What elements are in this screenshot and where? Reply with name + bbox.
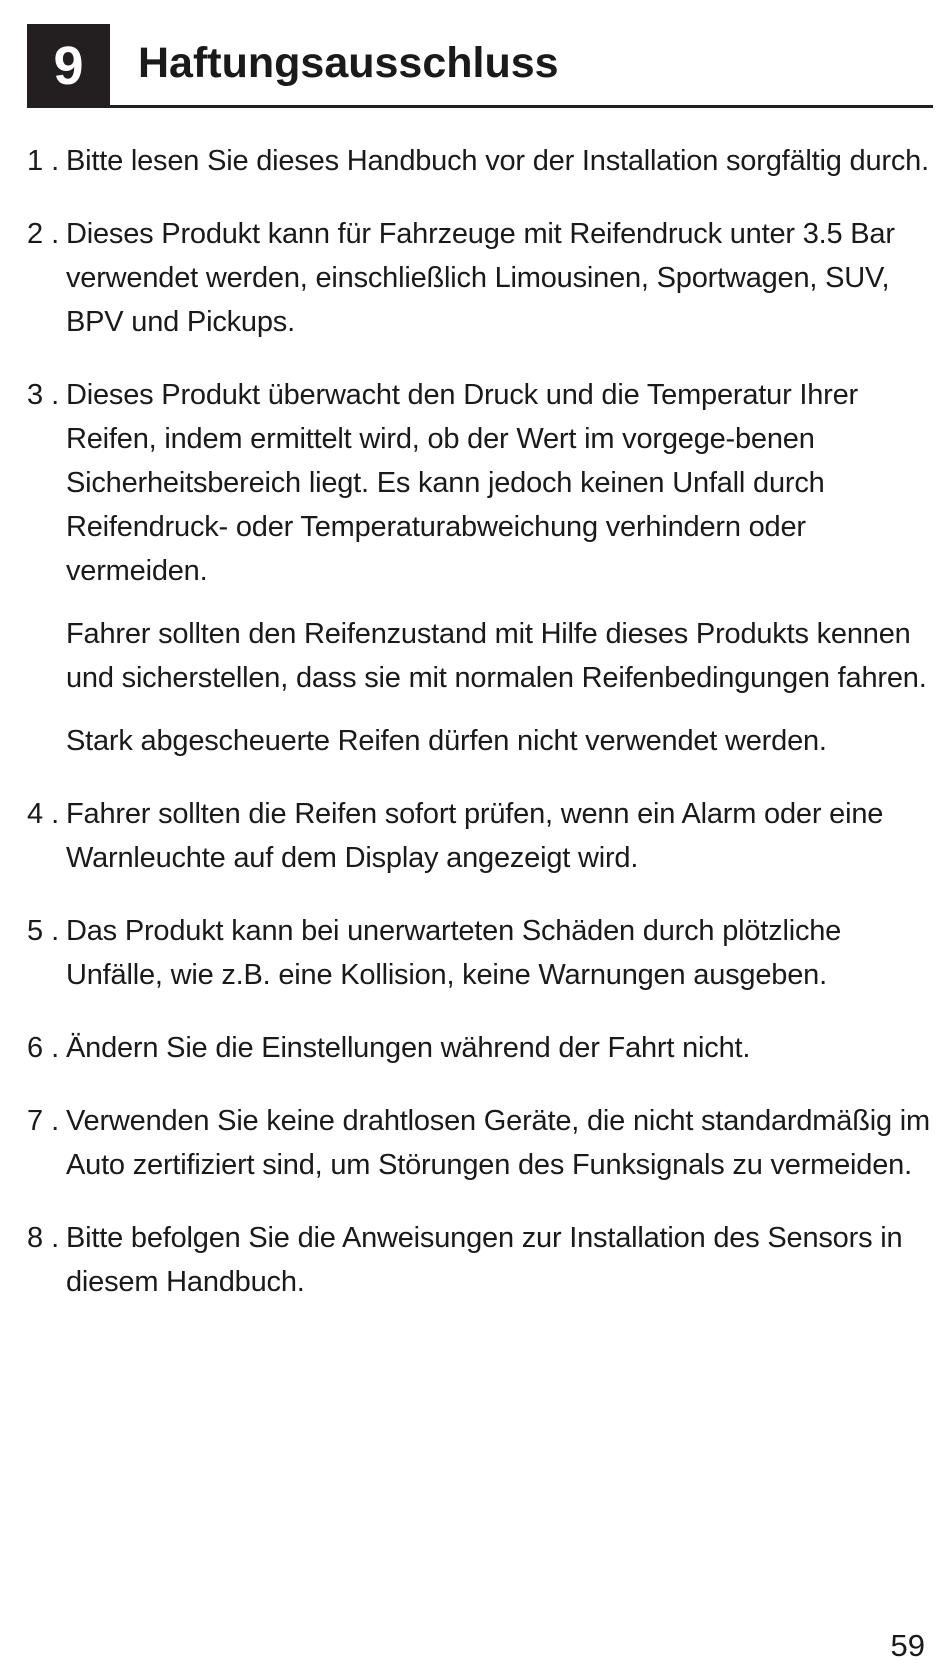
list-item-text: Fahrer sollten den Reifenzustand mit Hilfe dieses Produkts kennen und sicherstellen, dass sie mit normalen Reifenbedingungen fahren.: [66, 618, 927, 694]
list-item-text: Verwenden Sie keine drahtlosen Geräte, die nicht standardmäßig im Auto zertifiziert sind, um Störungen des Funksignals zu vermeiden.: [66, 1105, 930, 1181]
page-number: 59: [890, 1628, 925, 1663]
list-item: [27, 1099, 937, 1187]
list-item-text: Das Produkt kann bei unerwarteten Schäden durch plötzliche Unfälle, wie z.B. eine Kollision, keine Warnungen ausgeben.: [66, 915, 842, 991]
chapter-number-badge: 9: [27, 24, 110, 108]
list-item-number: 4 .: [27, 798, 60, 830]
list-item: [27, 212, 937, 344]
list-item: [27, 373, 937, 763]
list-item: [27, 1216, 937, 1304]
header-divider: [110, 105, 933, 108]
disclaimer-list: [27, 139, 937, 1333]
list-item-number: 2 .: [27, 218, 60, 250]
list-item-text: Dieses Produkt kann für Fahrzeuge mit Reifendruck unter 3.5 Bar verwendet werden, einschließlich Limousinen, Sportwagen, SUV, BPV und Pickups.: [66, 218, 895, 338]
list-item-number: 1 .: [27, 145, 60, 177]
list-item-text: Bitte lesen Sie dieses Handbuch vor der Installation sorgfältig durch.: [66, 145, 929, 177]
list-item: [27, 1026, 937, 1070]
list-item-number: 5 .: [27, 915, 60, 947]
page-title: Haftungsausschluss: [138, 39, 559, 87]
list-item-number: 7 .: [27, 1105, 60, 1137]
list-item: [27, 792, 937, 880]
list-item-text: Fahrer sollten die Reifen sofort prüfen, wenn ein Alarm oder eine Warnleuchte auf dem Display angezeigt wird.: [66, 798, 884, 874]
chapter-header: [27, 24, 933, 108]
list-item-text: Dieses Produkt überwacht den Druck und die Temperatur Ihrer Reifen, indem ermittelt wird, ob der Wert im vorgege-benen Sicherheitsbereich liegt. Es kann jedoch keinen Unfall durch Reifendruck- oder Temperaturabweichung verhindern oder vermeiden.: [66, 379, 859, 587]
list-item-number: 8 .: [27, 1222, 60, 1254]
list-item-text: Ändern Sie die Einstellungen während der Fahrt nicht.: [66, 1032, 751, 1064]
list-item-number: 3 .: [27, 379, 60, 411]
list-item: [27, 909, 937, 997]
list-item: [27, 139, 937, 183]
list-item-text: Bitte befolgen Sie die Anweisungen zur Installation des Sensors in diesem Handbuch.: [66, 1222, 903, 1298]
list-item-number: 6 .: [27, 1032, 60, 1064]
list-item-text: Stark abgescheuerte Reifen dürfen nicht verwendet werden.: [66, 725, 827, 757]
